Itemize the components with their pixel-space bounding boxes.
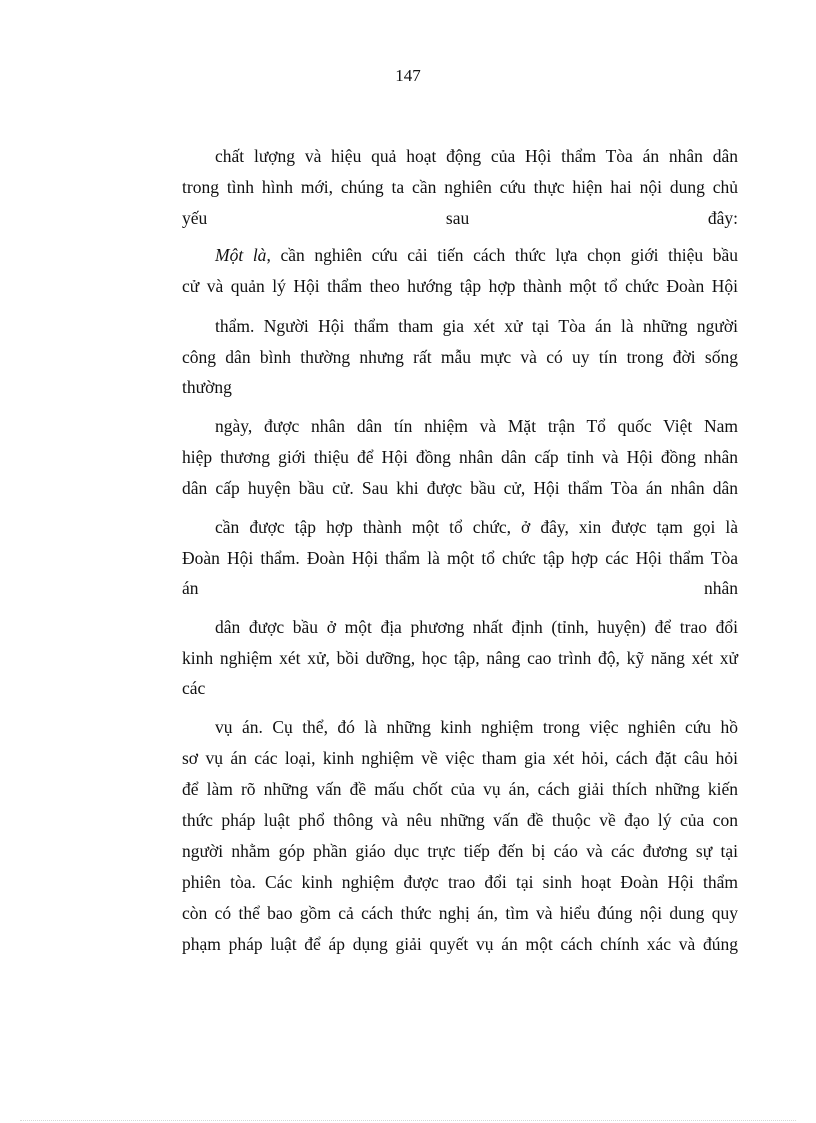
text-line: các bbox=[182, 678, 206, 698]
text-line: Đoàn Hội thẩm. Đoàn Hội thẩm là một tổ chức tập hợp các Hội thẩm Tòa bbox=[182, 548, 738, 568]
text-line: trong tình hình mới, chúng ta cần nghiên cứu thực hiện hai nội dung chủ bbox=[182, 177, 738, 197]
text-line: sơ vụ án các loại, kinh nghiệm về việc tham gia xét hỏi, cách đặt câu hỏi bbox=[182, 748, 738, 768]
page-number: 147 bbox=[395, 66, 421, 85]
text-line bbox=[215, 245, 738, 265]
text-line: chất lượng và hiệu quả hoạt động của Hội thẩm Tòa án nhân dân bbox=[215, 146, 738, 166]
text-line: yếu sau đây: bbox=[182, 208, 738, 228]
text-line: vụ án. Cụ thể, đó là những kinh nghiệm trong việc nghiên cứu hồ bbox=[215, 717, 738, 737]
text-line: thức pháp luật phổ thông và nêu những vấn đề thuộc về đạo lý của con bbox=[182, 810, 738, 830]
text-line: hiệp thương giới thiệu để Hội đồng nhân dân cấp tỉnh và Hội đồng nhân bbox=[182, 447, 738, 467]
text-line: để làm rõ những vấn đề mấu chốt của vụ án, cách giải thích những kiến bbox=[182, 779, 738, 799]
text-line-rest: , cần nghiên cứu cải tiến cách thức lựa chọn giới thiệu bầu bbox=[266, 245, 738, 265]
text-line: phạm pháp luật để áp dụng giải quyết vụ án một cách chính xác và đúng bbox=[182, 934, 738, 954]
text-line: thường bbox=[182, 377, 232, 397]
italic-lead: Một là bbox=[215, 245, 267, 265]
text-line: cử và quản lý Hội thẩm theo hướng tập hợp thành một tổ chức Đoàn Hội bbox=[182, 276, 738, 296]
text-line: dân được bầu ở một địa phương nhất định (tỉnh, huyện) để trao đổi bbox=[215, 617, 738, 637]
text-line: dân cấp huyện bầu cử. Sau khi được bầu cử, Hội thẩm Tòa án nhân dân bbox=[182, 478, 738, 498]
text-line: cần được tập hợp thành một tổ chức, ở đây, xin được tạm gọi là bbox=[215, 517, 738, 537]
text-line: phiên tòa. Các kinh nghiệm được trao đổi tại sinh hoạt Đoàn Hội thẩm bbox=[182, 872, 738, 892]
text-line: công dân bình thường nhưng rất mẫu mực và có uy tín trong đời sống bbox=[182, 347, 738, 367]
text-line: thẩm. Người Hội thẩm tham gia xét xử tại Tòa án là những người bbox=[215, 316, 738, 336]
text-line: ngày, được nhân dân tín nhiệm và Mặt trận Tổ quốc Việt Nam bbox=[215, 416, 738, 436]
text-line: kinh nghiệm xét xử, bồi dưỡng, học tập, nâng cao trình độ, kỹ năng xét xử bbox=[182, 648, 738, 668]
page-bottom-edge bbox=[20, 1120, 796, 1121]
text-line: còn có thể bao gồm cả cách thức nghị án, tìm và hiểu đúng nội dung quy bbox=[182, 903, 738, 923]
text-line: người nhằm góp phần giáo dục trực tiếp đến bị cáo và các đương sự tại bbox=[182, 841, 738, 861]
text-line: án nhân bbox=[182, 578, 738, 598]
